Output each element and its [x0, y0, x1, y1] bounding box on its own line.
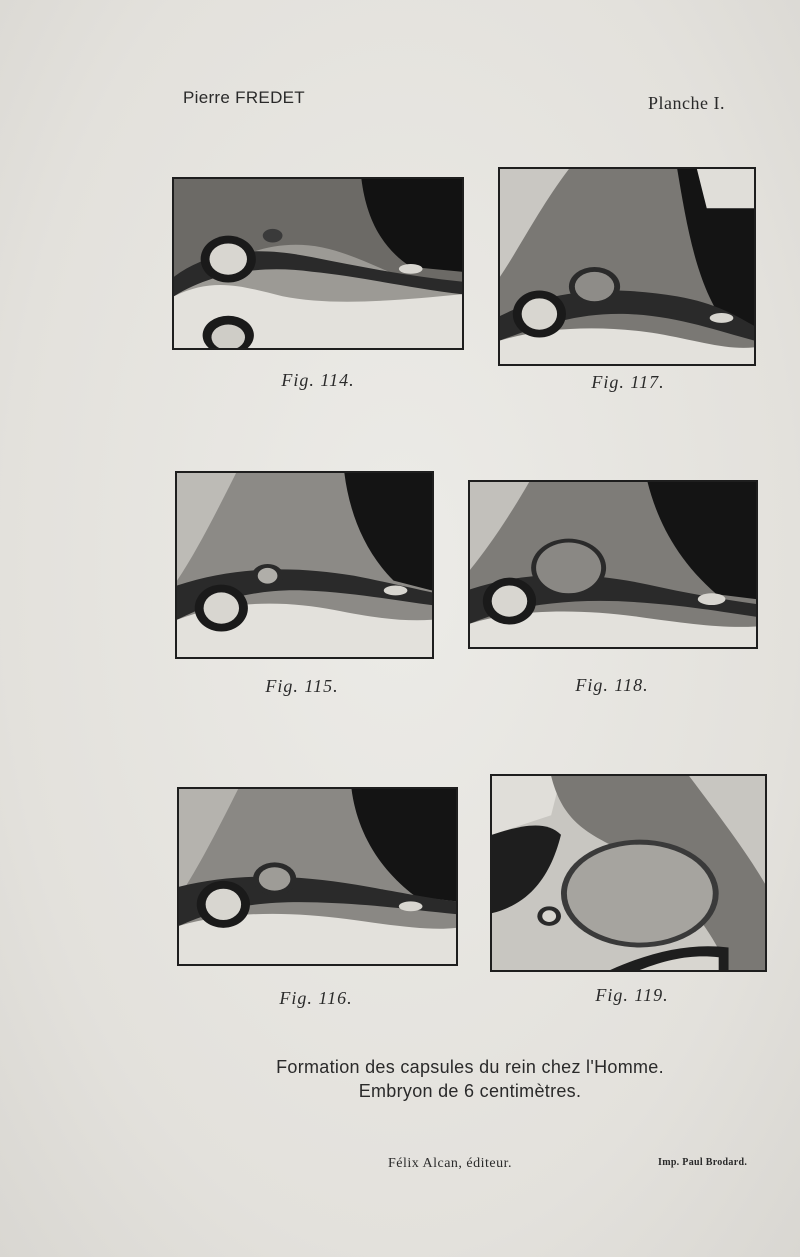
- figure-115-label: Fig. 115.: [265, 676, 339, 696]
- plate-number: Planche I.: [648, 93, 725, 113]
- figure-117-label: Fig. 117.: [591, 372, 665, 392]
- figure-114-label: Fig. 114.: [281, 370, 355, 390]
- publisher-credit: Félix Alcan, éditeur.: [388, 1156, 513, 1171]
- figure-116-label: Fig. 116.: [279, 988, 353, 1008]
- figure-116-micrograph: [177, 787, 458, 966]
- figure-119-micrograph: [490, 774, 767, 972]
- figure-118-micrograph: [468, 480, 758, 649]
- figure-115-micrograph: [175, 471, 434, 659]
- printer-credit: Imp. Paul Brodard.: [658, 1157, 748, 1168]
- caption-line-2: Embryon de 6 centimètres.: [358, 1081, 582, 1101]
- caption-line-1: Formation des capsules du rein chez l'Homme.: [276, 1057, 664, 1077]
- figure-119-label: Fig. 119.: [595, 985, 669, 1005]
- figure-117-micrograph: [498, 167, 756, 366]
- plate-caption: [70, 1055, 800, 1103]
- figure-118-label: Fig. 118.: [575, 675, 649, 695]
- figure-114-micrograph: [172, 177, 464, 350]
- author-name: Pierre FREDET: [183, 88, 305, 107]
